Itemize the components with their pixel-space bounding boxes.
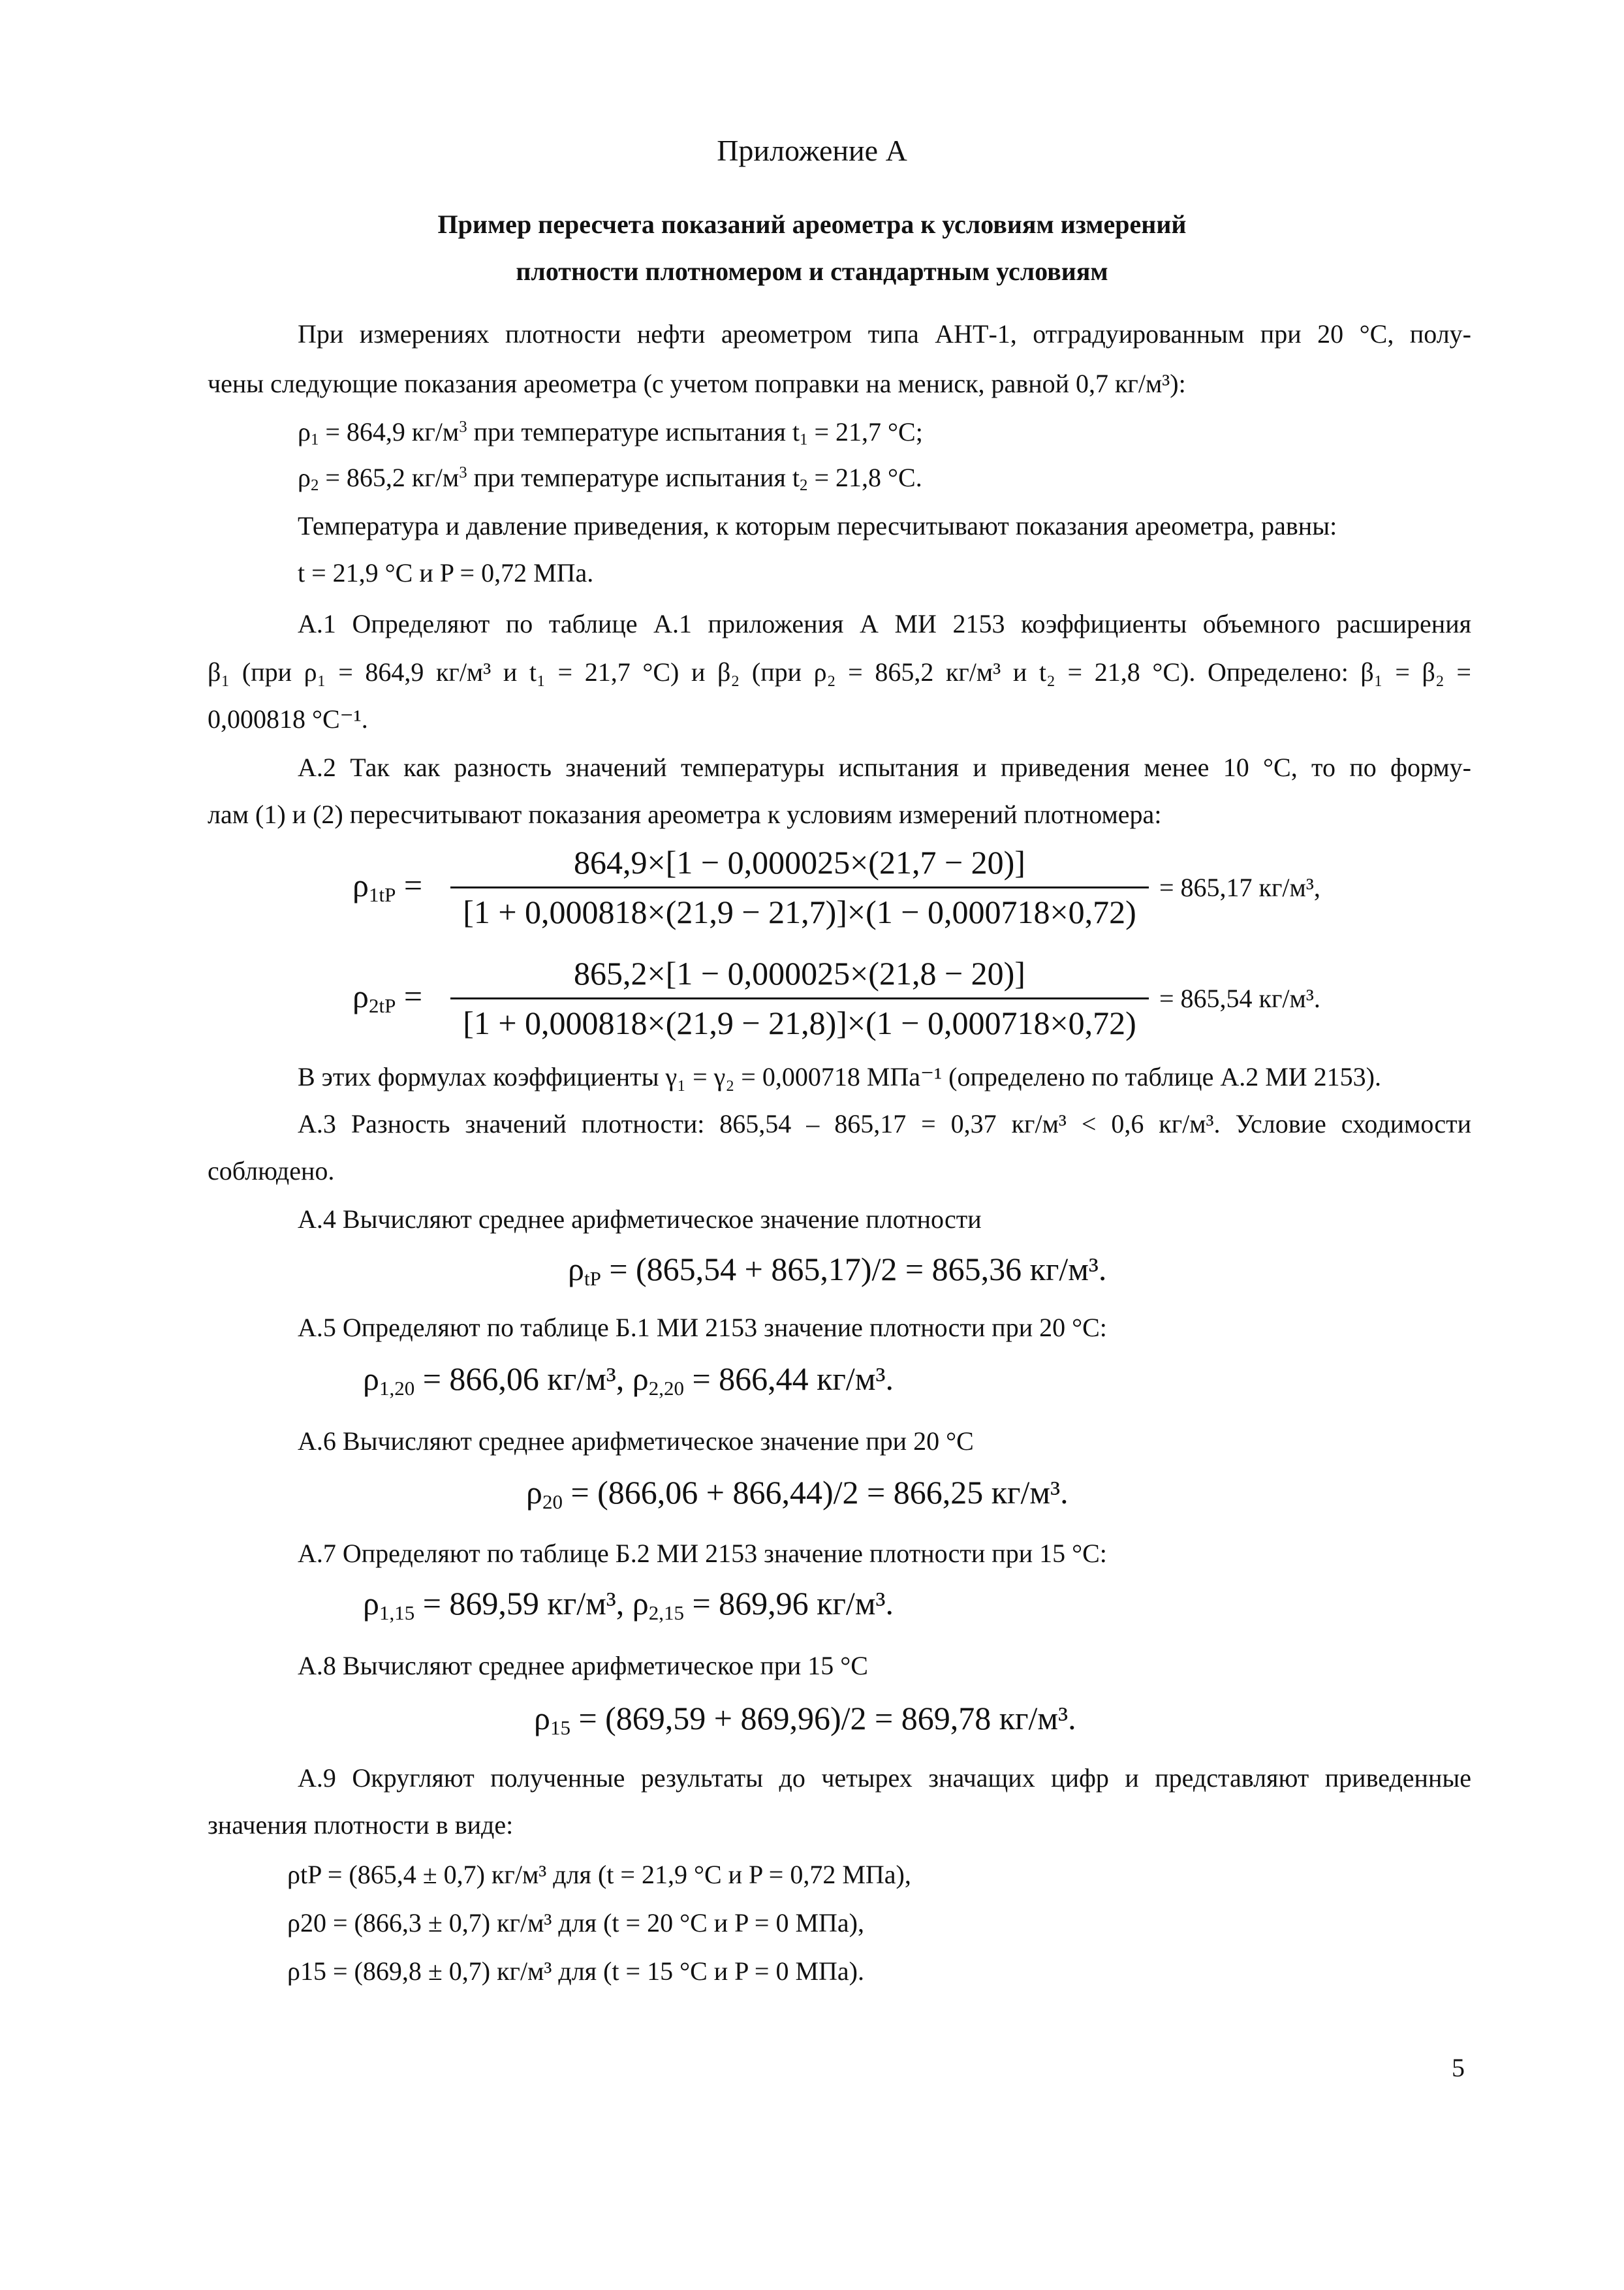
formula-1-denominator: [1 + 0,000818×(21,9 − 21,7)]×(1 − 0,000718×0,72) — [463, 894, 1136, 930]
a4-equation: $\rho_{tP} = (865,54 + 865,17)/2 = 865,36$ кг/м³. — [568, 1251, 1107, 1290]
result-line-1: ρtP = (865,4 ± 0,7) кг/м³ для (t = 21,9 °С и P = 0,72 МПа), — [287, 1860, 911, 1889]
a8-text: А.8 Вычисляют среднее арифметическое при 15 °С — [298, 1651, 868, 1680]
formula-2-denominator: [1 + 0,000818×(21,9 − 21,8)]×(1 − 0,000718×0,72) — [463, 1005, 1136, 1041]
gamma-text: В этих формулах коэффициенты γ₁ = γ₂ = 0,000718 МПа⁻¹ (определено по таблице А.2 МИ 2153). — [298, 1062, 1381, 1091]
formula-2-lhs: $\rho_{2tP}$ = — [352, 978, 423, 1017]
formula-1-result: = 865,17 кг/м³, — [1159, 873, 1320, 902]
heading-line-1: Пример пересчета показаний ареометра к условиям измерений — [437, 210, 1187, 239]
a3-line-2: соблюдено. — [208, 1156, 335, 1185]
a8-equation: $\rho_{15} = (869,59 + 869,96)/2 = 869,78$ кг/м³. — [534, 1700, 1076, 1739]
reduction-values: t = 21,9 °С и P = 0,72 МПа. — [298, 558, 594, 588]
a5-text: А.5 Определяют по таблице Б.1 МИ 2153 значение плотности при 20 °С: — [298, 1313, 1107, 1342]
a9-line-1: А.9 Округляют полученные результаты до четырех значащих цифр и представляют приведенные — [298, 1763, 1471, 1793]
result-line-3: ρ15 = (869,8 ± 0,7) кг/м³ для (t = 15 °С и P = 0 МПа). — [287, 1956, 865, 1986]
result-line-2: ρ20 = (866,3 ± 0,7) кг/м³ для (t = 20 °С и P = 0 МПа), — [287, 1908, 865, 1937]
heading-line-2: плотности плотномером и стандартным условиям — [516, 257, 1108, 286]
page-number: 5 — [1452, 2053, 1465, 2082]
a5-equation: $\rho_{1,20} = 866,06$ кг/м³, $\rho_{2,20} = 866,44$ кг/м³. — [363, 1360, 894, 1400]
intro-line-1: При измерениях плотности нефти ареометром типа АНТ-1, отградуированным при 20 °С, полу- — [298, 319, 1471, 349]
reading-1: $\rho_1 = 864,9$ $кг/м^3$ при температуре испытания $t_1 = 21,7$ °С; — [298, 417, 923, 449]
a6-text: А.6 Вычисляют среднее арифметическое значение при 20 °С — [298, 1426, 974, 1456]
a1-line-3: 0,000818 °С⁻¹. — [208, 704, 368, 734]
a2-line-1: А.2 Так как разность значений температуры испытания и приведения менее 10 °С, то по форму- — [298, 753, 1471, 782]
a9-line-2: значения плотности в виде: — [208, 1810, 514, 1840]
formula-2-fraction-bar — [450, 997, 1149, 999]
formula-2-numerator: 865,2×[1 − 0,000025×(21,8 − 20)] — [574, 955, 1025, 992]
a7-text: А.7 Определяют по таблице Б.2 МИ 2153 значение плотности при 15 °С: — [298, 1539, 1107, 1568]
a6-equation: $\rho_{20} = (866,06 + 866,44)/2 = 866,25$ кг/м³. — [526, 1474, 1069, 1513]
a4-text: А.4 Вычисляют среднее арифметическое значение плотности — [298, 1204, 982, 1234]
intro-line-2: чены следующие показания ареометра (с учетом поправки на мениск, равной 0,7 кг/м³): — [208, 369, 1186, 398]
formula-1-lhs: $\rho_{1tP}$ = — [352, 867, 423, 906]
a1-line-1: А.1 Определяют по таблице А.1 приложения А МИ 2153 коэффициенты объемного расширения — [298, 609, 1471, 638]
reading-2: $\rho_2 = 865,2$ $кг/м^3$ при температуре испытания $t_2 = 21,8$ °С. — [298, 463, 922, 495]
reduction-text: Температура и давление приведения, к которым пересчитывают показания ареометра, равны: — [298, 511, 1337, 541]
a1-line-2: β₁ (при ρ₁ = 864,9 кг/м³ и t₁ = 21,7 °С) и β₂ (при ρ₂ = 865,2 кг/м³ и t₂ = 21,8 °С). Определено: β₁ = β₂ = — [208, 657, 1471, 687]
formula-1-fraction-bar — [450, 886, 1149, 888]
a7-equation: $\rho_{1,15} = 869,59$ кг/м³, $\rho_{2,15} = 869,96$ кг/м³. — [363, 1585, 894, 1624]
formula-2-result: = 865,54 кг/м³. — [1159, 984, 1320, 1013]
a2-line-2: лам (1) и (2) пересчитывают показания ареометра к условиям измерений плотномера: — [208, 800, 1162, 829]
a3-line-1: А.3 Разность значений плотности: 865,54 – 865,17 = 0,37 кг/м³ < 0,6 кг/м³. Условие сходимости — [298, 1109, 1471, 1138]
appendix-title: Приложение А — [717, 134, 907, 167]
formula-1-numerator: 864,9×[1 − 0,000025×(21,7 − 20)] — [574, 844, 1025, 881]
